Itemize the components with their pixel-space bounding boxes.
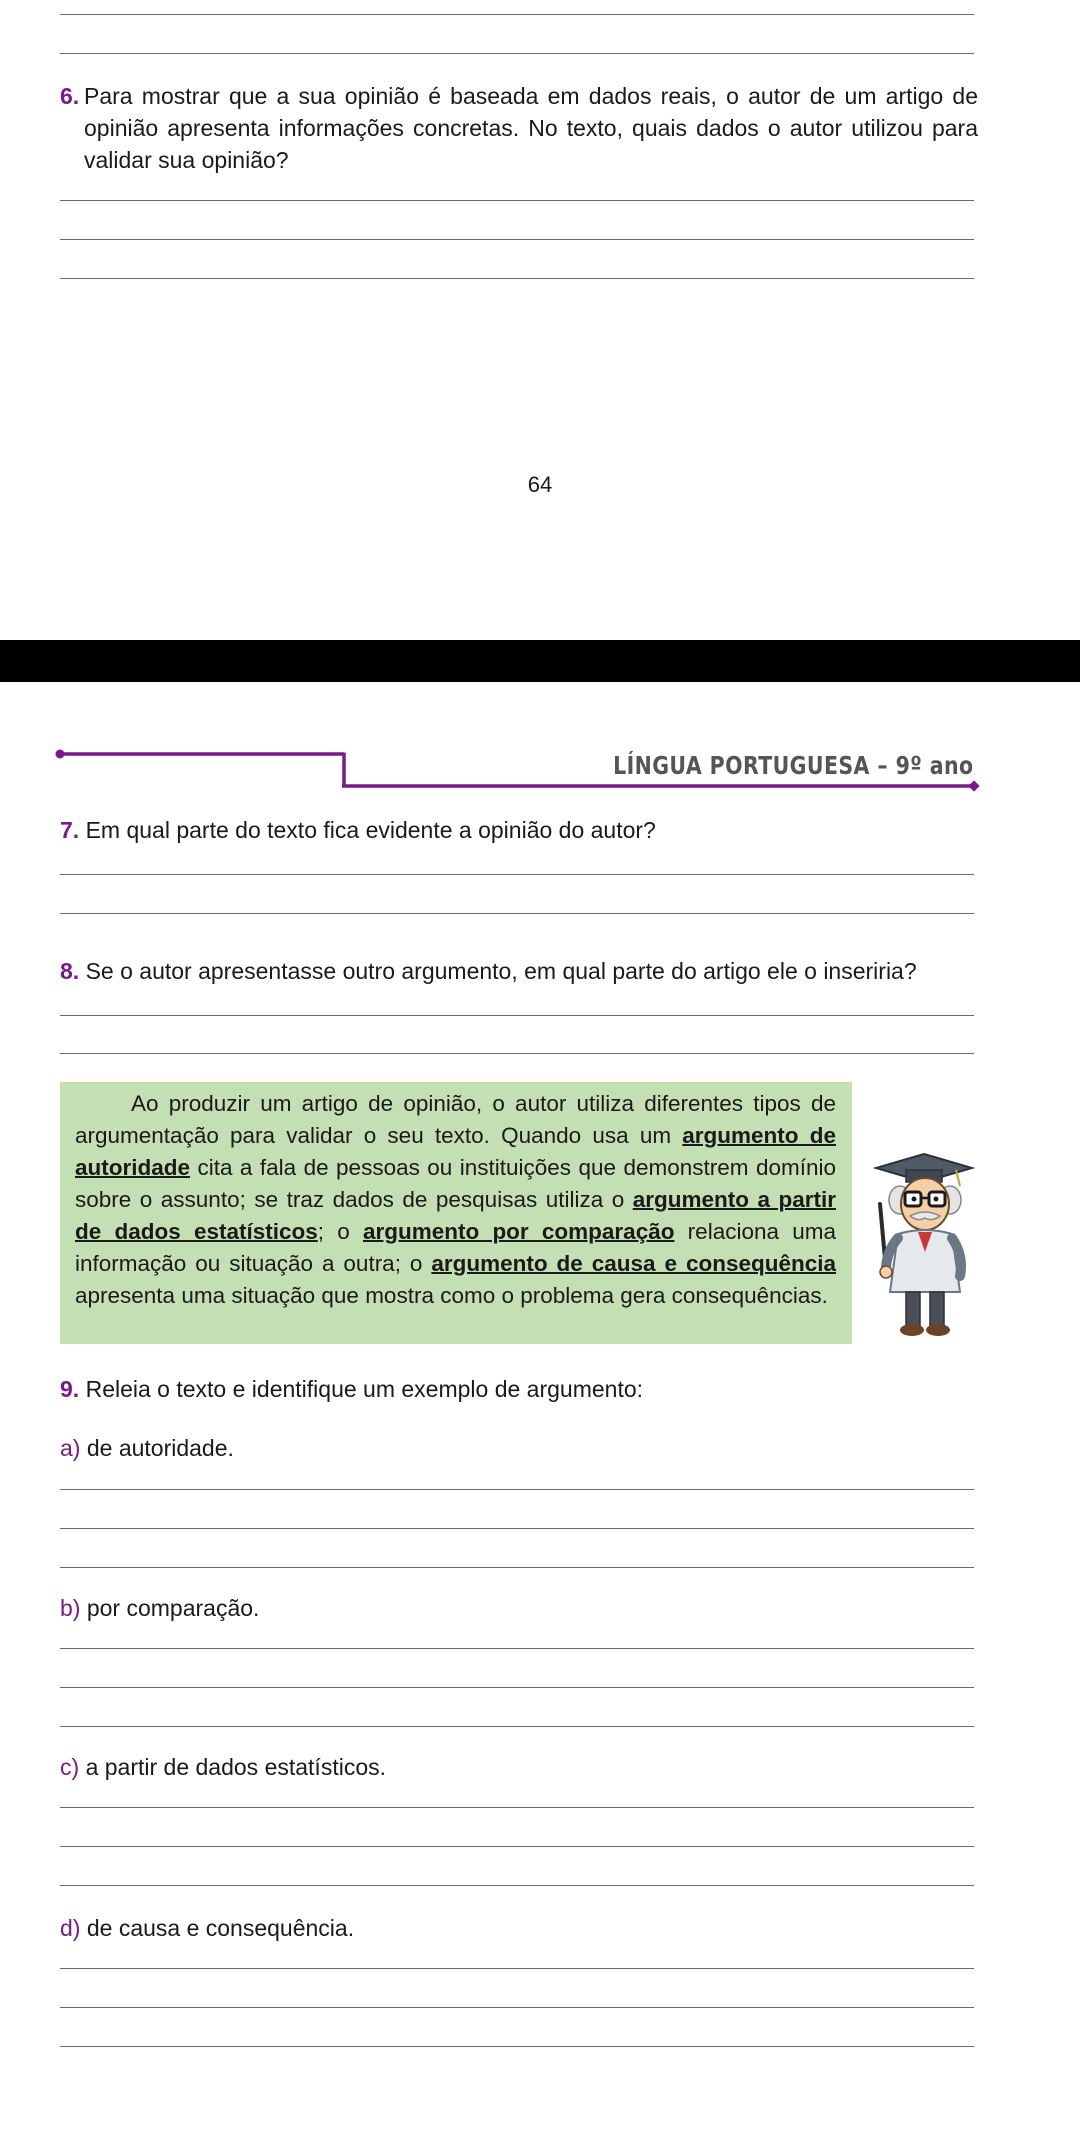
question-8 xyxy=(60,955,980,987)
question-number: 7. xyxy=(60,817,80,843)
item-a xyxy=(60,1432,980,1464)
answer-line xyxy=(60,1687,974,1688)
subject-title: LÍNGUA PORTUGUESA – 9º ano xyxy=(613,751,974,780)
professor-icon xyxy=(872,1152,976,1338)
item-letter: d) xyxy=(60,1915,81,1941)
question-text: Releia o texto e identifique um exemplo de argumento: xyxy=(85,1376,644,1402)
answer-line xyxy=(60,1807,974,1808)
question-9 xyxy=(60,1373,980,1405)
question-6 xyxy=(60,80,978,176)
item-letter: a) xyxy=(60,1435,81,1461)
term-argumento-causa-consequencia: argumento de causa e consequência xyxy=(431,1251,837,1276)
question-number: 6. xyxy=(60,83,80,109)
answer-line xyxy=(60,1053,974,1054)
term-argumento-comparacao: argumento por comparação xyxy=(362,1219,675,1244)
question-number: 9. xyxy=(60,1376,80,1402)
answer-line xyxy=(60,874,974,875)
answer-line xyxy=(60,1528,974,1529)
item-d xyxy=(60,1912,980,1944)
item-letter: c) xyxy=(60,1754,80,1780)
question-7 xyxy=(60,814,980,846)
answer-line xyxy=(60,1968,974,1969)
answer-line xyxy=(60,239,974,240)
question-text: Se o autor apresentasse outro argumento, em qual parte do artigo ele o inseriria? xyxy=(85,958,917,984)
answer-line xyxy=(60,1567,974,1568)
term-argumento-autoridade: argumento de autoridade xyxy=(75,1123,836,1180)
item-text: por comparação. xyxy=(86,1595,260,1621)
answer-line xyxy=(60,200,974,201)
theory-text xyxy=(75,1088,836,1312)
answer-line xyxy=(60,278,974,279)
page-number: 64 xyxy=(527,472,553,497)
answer-line xyxy=(60,1648,974,1649)
answer-line xyxy=(60,2046,974,2047)
answer-line xyxy=(60,1726,974,1727)
answer-line xyxy=(60,14,974,15)
answer-line xyxy=(60,1489,974,1490)
question-number: 8. xyxy=(60,958,80,984)
question-text: Em qual parte do texto fica evidente a opinião do autor? xyxy=(85,817,656,843)
theory-text-part: ; o xyxy=(317,1219,363,1244)
question-text: Para mostrar que a sua opinião é baseada em dados reais, o autor de um artigo de opinião apresenta informações concretas. No texto, quais dados o autor utilizou para validar sua opinião? xyxy=(84,83,978,173)
item-c xyxy=(60,1751,980,1783)
theory-box xyxy=(60,1082,852,1344)
theory-text-part: apresenta uma situação que mostra como o problema gera consequências. xyxy=(75,1283,828,1308)
theory-text-part: Ao produzir um artigo de opinião, o autor utiliza diferentes tipos de argumentação para validar o seu texto. Quando usa um xyxy=(75,1091,836,1148)
theory-text-part: cita a fala de pessoas ou instituições que demonstrem domínio sobre o assunto; se traz dados de pesquisas utiliza o xyxy=(75,1155,836,1212)
answer-line xyxy=(60,1885,974,1886)
term-argumento-dados-estatisticos: argumento a partir de dados estatísticos xyxy=(75,1187,836,1244)
theory-text-part: relaciona uma informação ou situação a outra; o xyxy=(75,1219,836,1276)
item-text: de autoridade. xyxy=(86,1435,234,1461)
page-separator xyxy=(0,640,1080,682)
item-text: a partir de dados estatísticos. xyxy=(85,1754,386,1780)
answer-line xyxy=(60,913,974,914)
item-text: de causa e consequência. xyxy=(86,1915,355,1941)
answer-line xyxy=(60,53,974,54)
item-b xyxy=(60,1592,980,1624)
answer-line xyxy=(60,2007,974,2008)
answer-line xyxy=(60,1846,974,1847)
answer-line xyxy=(60,1015,974,1016)
item-letter: b) xyxy=(60,1595,81,1621)
